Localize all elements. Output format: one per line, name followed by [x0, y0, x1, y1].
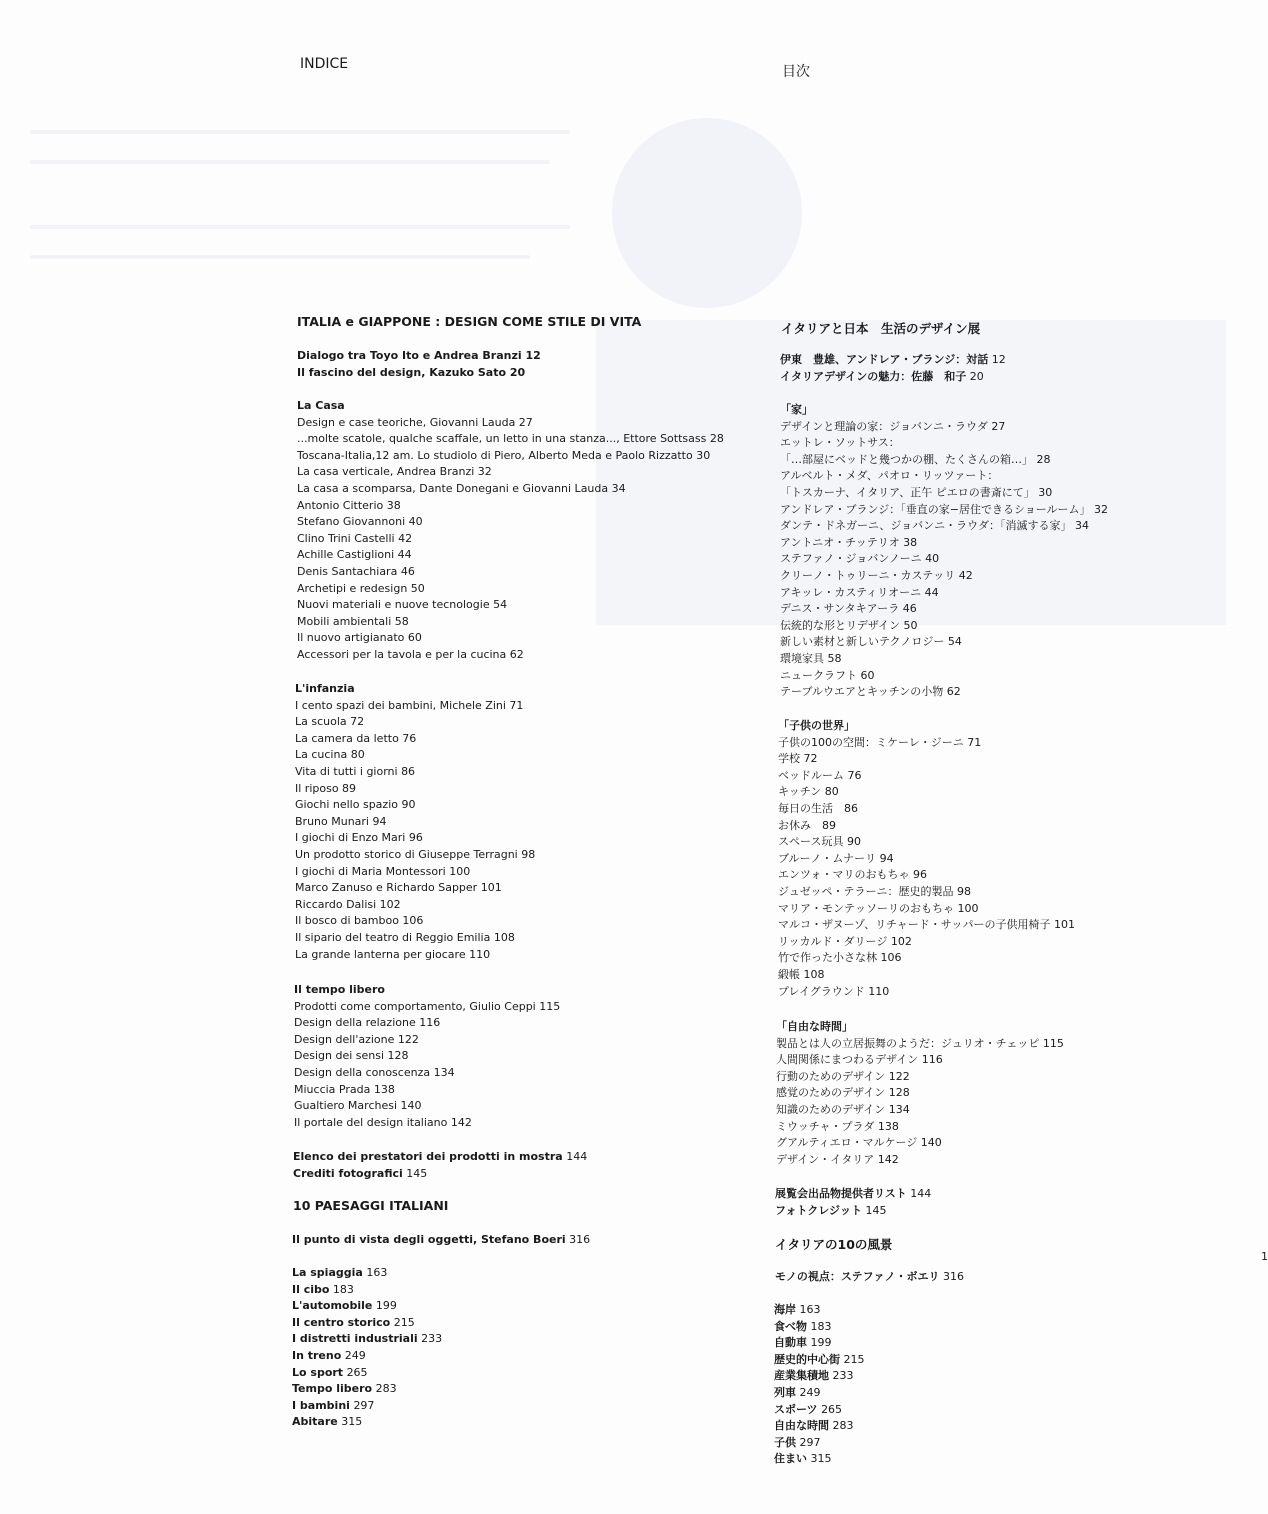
toc-entry: Dialogo tra Toyo Ito e Andrea Branzi 12 [297, 349, 541, 362]
entry-page: 163 [799, 1303, 821, 1316]
japanese-landscapes [774, 1302, 865, 1468]
toc-entry: La grande lanterna per giocare 110 [295, 947, 491, 961]
entry-label: 食べ物 [774, 1319, 807, 1333]
entry-label: Il punto di vista degli oggetti, Stefano Boeri [292, 1233, 566, 1246]
toc-entry [774, 1368, 865, 1385]
toc-entry: アキッレ・カスティリオーニ 44 [780, 585, 939, 599]
toc-entry: Design della conoscenza 134 [294, 1065, 455, 1079]
toc-entry: お休み 89 [778, 818, 836, 832]
toc-entry: Mobili ambientali 58 [297, 614, 409, 628]
entry-page: 144 [910, 1187, 932, 1200]
entry-page: 233 [421, 1332, 443, 1346]
toc-entry: テーブルウエアとキッチンの小物 62 [780, 685, 961, 699]
italian-closing [293, 1149, 587, 1182]
entry-label: 住まい [774, 1452, 807, 1466]
toc-entry [775, 1269, 964, 1286]
toc-entry: 環境家具 58 [780, 651, 842, 665]
entry-label: Il cibo [292, 1282, 330, 1296]
toc-entry: プレイグラウンド 110 [778, 984, 890, 998]
toc-entry [292, 1315, 442, 1332]
index-heading-ja: 目次 [782, 64, 810, 80]
toc-entry: Il nuovo artigianato 60 [297, 631, 422, 645]
toc-list [297, 415, 724, 664]
toc-entry: 感覚のためのデザイン 128 [776, 1086, 910, 1100]
toc-entry [774, 1302, 865, 1319]
section-title-it-1: ITALIA e GIAPPONE : DESIGN COME STILE DI VITA [297, 314, 642, 329]
toc-list [295, 698, 535, 964]
toc-entry: Il sipario del teatro di Reggio Emilia 108 [295, 930, 515, 944]
entry-label: 自由な時間 [774, 1419, 829, 1433]
toc-entry: エットレ・ソットサス： [780, 436, 900, 450]
toc-entry: リッカルド・ダリージ 102 [778, 934, 912, 948]
toc-entry [774, 1451, 865, 1468]
toc-entry: 竹で作った小さな林 106 [778, 951, 902, 965]
toc-entry: Design dell'azione 122 [294, 1032, 419, 1046]
entry-page: 315 [810, 1452, 832, 1466]
entry-page: 233 [832, 1369, 854, 1383]
toc-entry: Antonio Citterio 38 [297, 498, 401, 512]
entry-label: 自動車 [774, 1336, 807, 1350]
japanese-column [781, 319, 980, 337]
subsection-title: 「子供の世界」 [778, 719, 855, 732]
bleed-through-line [30, 160, 550, 164]
toc-list [292, 1265, 442, 1431]
entry-page: 163 [366, 1266, 388, 1279]
italian-landscapes [292, 1265, 442, 1431]
entry-label: In treno [292, 1348, 342, 1362]
entry-label: 産業集積地 [774, 1369, 829, 1383]
toc-entry [774, 1402, 865, 1419]
toc-entry [774, 1335, 865, 1352]
toc-entry: ジュゼッペ・テラーニ：歴史的製品 98 [778, 884, 972, 898]
toc-entry: 製品とは人の立居振舞のようだ：ジュリオ・チェッピ 115 [776, 1036, 1064, 1050]
section-title-ja-1: イタリアと日本 生活のデザイン展 [781, 321, 981, 336]
toc-entry: ニュークラフト 60 [780, 668, 875, 682]
entry-page: 297 [353, 1398, 375, 1412]
toc-entry: 毎日の生活 86 [778, 801, 858, 815]
toc-entry: Design della relazione 116 [294, 1016, 441, 1030]
toc-entry: クリーノ・トゥリーニ・カステッリ 42 [780, 568, 973, 582]
entry-page: 283 [832, 1419, 854, 1433]
subsection-title: La Casa [297, 399, 345, 412]
entry-page: 215 [843, 1352, 865, 1366]
toc-entry: Il bosco di bamboo 106 [295, 914, 424, 928]
italian-infanzia [295, 681, 535, 963]
section-title-ja-2: イタリアの10の風景 [775, 1237, 893, 1252]
entry-page: 297 [799, 1435, 821, 1449]
toc-entry: ミウッチャ・プラダ 138 [776, 1119, 899, 1133]
entry-label: Lo sport [292, 1365, 344, 1379]
subsection-title: 「家」 [780, 403, 813, 416]
toc-entry: Clino Trini Castelli 42 [297, 531, 413, 545]
toc-entry: デザイン・イタリア 142 [776, 1152, 899, 1166]
toc-entry: 人間関係にまつわるデザイン 116 [776, 1053, 943, 1067]
toc-entry [775, 1203, 931, 1220]
bleed-through-circle [612, 118, 802, 308]
entry-label: 伊東 豊雄、アンドレア・ブランジ：対話 [780, 353, 989, 366]
japanese-part2-intro [775, 1269, 964, 1286]
entry-page: 145 [406, 1166, 428, 1180]
japanese-jiyu [776, 1019, 1064, 1168]
entry-page: 316 [569, 1233, 591, 1246]
toc-entry: Un prodotto storico di Giuseppe Terragni 98 [295, 847, 536, 861]
entry-label: 子供 [774, 1435, 796, 1449]
entry-page: 20 [969, 369, 984, 383]
toc-entry: I giochi di Enzo Mari 96 [295, 831, 423, 845]
italian-tempo [294, 982, 560, 1131]
entry-page: 283 [375, 1382, 397, 1396]
entry-page: 249 [344, 1348, 366, 1362]
toc-entry [774, 1418, 865, 1435]
entry-page: 199 [810, 1336, 832, 1350]
entry-label: Elenco dei prestatori dei prodotti in mostra [293, 1150, 563, 1163]
toc-entry: Nuovi materiali e nuove tecnologie 54 [297, 598, 508, 612]
entry-label: 海岸 [774, 1303, 796, 1316]
toc-entry: Miuccia Prada 138 [294, 1082, 395, 1096]
toc-list [294, 999, 560, 1132]
toc-entry: La scuola 72 [295, 715, 365, 729]
toc-entry [292, 1265, 442, 1282]
toc-entry: 「トスカーナ、イタリア、正午 ピエロの書斎にて」 30 [780, 485, 1053, 499]
entry-page: 215 [393, 1315, 415, 1329]
toc-entry: Riccardo Dalisi 102 [295, 897, 401, 911]
toc-entry: 知識のためのデザイン 134 [776, 1102, 910, 1116]
toc-entry: Design dei sensi 128 [294, 1049, 409, 1063]
toc-entry [292, 1331, 442, 1348]
italian-intro [297, 348, 541, 381]
entry-label: フォトクレジット [775, 1203, 862, 1217]
toc-entry: アントニオ・チッテリオ 38 [780, 535, 918, 549]
toc-entry [775, 1186, 931, 1203]
entry-label: イタリアデザインの魅力：佐藤 和子 [780, 369, 967, 383]
toc-entry [292, 1414, 442, 1431]
toc-entry: La cucina 80 [295, 748, 365, 762]
toc-entry: 学校 72 [778, 752, 818, 766]
subsection-title: 「自由な時間」 [776, 1020, 853, 1033]
toc-entry: ステファノ・ジョバンノーニ 40 [780, 552, 940, 566]
toc-entry: アンドレア・ブランジ：「垂直の家−居住できるショールーム」 32 [780, 502, 1109, 516]
entry-page: 183 [332, 1282, 354, 1296]
toc-entry: 行動のためのデザイン 122 [776, 1069, 910, 1083]
entry-page: 315 [341, 1415, 363, 1429]
entry-label: 歴史的中心街 [774, 1352, 840, 1366]
index-heading-it: INDICE [300, 56, 349, 72]
entry-label: Crediti fotografici [293, 1166, 403, 1180]
toc-list [774, 1302, 865, 1468]
entry-label: I bambini [292, 1398, 350, 1412]
entry-page: 249 [799, 1385, 821, 1399]
toc-entry: Denis Santachiara 46 [297, 564, 415, 578]
entry-label: スポーツ [774, 1402, 818, 1416]
italian-part2-intro [292, 1232, 590, 1249]
toc-entry [293, 1166, 587, 1183]
toc-entry: La camera da letto 76 [295, 731, 417, 745]
entry-label: Tempo libero [292, 1382, 373, 1396]
toc-entry [292, 1282, 442, 1299]
toc-entry: Archetipi e redesign 50 [297, 581, 425, 595]
toc-entry: ベッドルーム 76 [778, 768, 862, 782]
toc-entry: エンツォ・マリのおもちゃ 96 [778, 868, 928, 882]
section-title-it-2: 10 PAESAGGI ITALIANI [293, 1198, 449, 1213]
toc-entry [774, 1435, 865, 1452]
entry-label: Il centro storico [292, 1315, 391, 1329]
japanese-closing [775, 1186, 931, 1219]
italian-part2 [293, 1198, 448, 1213]
page-marker: 1 [1261, 1250, 1268, 1263]
entry-page: 316 [942, 1270, 964, 1283]
toc-entry: ...molte scatole, qualche scaffale, un letto in una stanza..., Ettore Sottsass 28 [297, 432, 724, 446]
toc-entry: Prodotti come comportamento, Giulio Ceppi 115 [294, 999, 561, 1013]
toc-entry: アルベルト・メダ、パオロ・リッツァート： [780, 469, 999, 483]
entry-label: Abitare [292, 1415, 338, 1429]
toc-entry: 新しい素材と新しいテクノロジー 54 [780, 635, 962, 649]
toc-entry: La casa a scomparsa, Dante Donegani e Giovanni Lauda 34 [297, 481, 626, 495]
toc-entry [780, 369, 1006, 386]
toc-entry: マルコ・ザヌーゾ、リチャード・サッパーの子供用椅子 101 [778, 918, 1075, 932]
bleed-through-line [30, 225, 570, 229]
toc-entry: Giochi nello spazio 90 [295, 798, 416, 812]
toc-entry: 子供の100の空間：ミケーレ・ジーニ 71 [778, 735, 982, 749]
toc-entry [292, 1381, 442, 1398]
toc-entry: スペース玩具 90 [778, 835, 861, 849]
toc-entry: 「…部屋にベッドと幾つかの棚、たくさんの箱…」 28 [780, 452, 1051, 466]
toc-entry [292, 1398, 442, 1415]
toc-entry [774, 1319, 865, 1336]
toc-entry: グアルティエロ・マルケージ 140 [776, 1136, 942, 1150]
japanese-kodomo [778, 718, 1075, 1000]
entry-page: 12 [991, 353, 1006, 366]
toc-entry: I giochi di Maria Montessori 100 [295, 864, 471, 878]
toc-entry: Il fascino del design, Kazuko Sato 20 [297, 365, 526, 379]
japanese-part2 [775, 1235, 892, 1253]
japanese-casa [780, 402, 1108, 701]
entry-label: モノの視点：ステファノ・ボエリ [775, 1270, 940, 1283]
subsection-title: L'infanzia [295, 682, 355, 695]
toc-entry [292, 1232, 590, 1249]
toc-entry: Toscana-Italia,12 am. Lo studiolo di Piero, Alberto Meda e Paolo Rizzatto 30 [297, 448, 711, 462]
toc-entry: 伝統的な形とリデザイン 50 [780, 618, 918, 632]
entry-label: I distretti industriali [292, 1332, 418, 1346]
toc-entry: Gualtiero Marchesi 140 [294, 1099, 422, 1113]
entry-label: 列車 [774, 1385, 796, 1399]
italian-column [297, 314, 641, 329]
toc-entry [780, 352, 1006, 369]
subsection-title: Il tempo libero [294, 983, 385, 996]
entry-page: 199 [375, 1299, 397, 1313]
toc-entry: デニス・サンタキアーラ 46 [780, 602, 917, 616]
entry-label: L'automobile [292, 1299, 373, 1313]
japanese-intro [780, 352, 1006, 385]
entry-page: 145 [865, 1203, 887, 1217]
toc-entry: Accessori per la tavola e per la cucina 62 [297, 647, 524, 661]
toc-entry: Il portale del design italiano 142 [294, 1115, 472, 1129]
toc-entry: Vita di tutti i giorni 86 [295, 764, 416, 778]
toc-list [778, 735, 1075, 1001]
bleed-through-line [30, 255, 530, 259]
toc-entry [293, 1149, 587, 1166]
bleed-through-line [30, 130, 570, 134]
toc-entry: ダンテ・ドネガーニ、ジョバンニ・ラウダ：「消滅する家」 34 [780, 519, 1089, 533]
toc-list [776, 1036, 1064, 1169]
toc-entry: Marco Zanuso e Richardo Sapper 101 [295, 881, 502, 895]
toc-entry: Bruno Munari 94 [295, 814, 387, 828]
toc-entry [774, 1385, 865, 1402]
entry-label: 展覧会出品物提供者リスト [775, 1187, 907, 1200]
toc-entry: デザインと理論の家：ジョバンニ・ラウダ 27 [780, 419, 1006, 433]
toc-entry: La casa verticale, Andrea Branzi 32 [297, 465, 492, 479]
toc-entry: I cento spazi dei bambini, Michele Zini 71 [295, 698, 524, 712]
italian-casa [297, 398, 724, 664]
toc-entry: キッチン 80 [778, 785, 839, 799]
toc-entry: Stefano Giovannoni 40 [297, 515, 423, 529]
toc-entry [774, 1352, 865, 1369]
toc-entry: Il riposo 89 [295, 781, 357, 795]
toc-entry [292, 1348, 442, 1365]
entry-page: 265 [346, 1365, 368, 1379]
toc-entry: Achille Castiglioni 44 [297, 548, 412, 562]
toc-list [780, 419, 1108, 701]
toc-entry [292, 1298, 442, 1315]
entry-page: 144 [566, 1150, 588, 1163]
entry-page: 183 [810, 1319, 832, 1333]
toc-entry: マリア・モンテッソーリのおもちゃ 100 [778, 901, 979, 915]
toc-entry: Design e case teoriche, Giovanni Lauda 27 [297, 415, 533, 429]
entry-label: La spiaggia [292, 1266, 363, 1279]
toc-entry: 緞帳 108 [778, 967, 825, 981]
entry-page: 265 [821, 1402, 843, 1416]
toc-entry [292, 1365, 442, 1382]
toc-entry: ブルーノ・ムナーリ 94 [778, 851, 894, 865]
